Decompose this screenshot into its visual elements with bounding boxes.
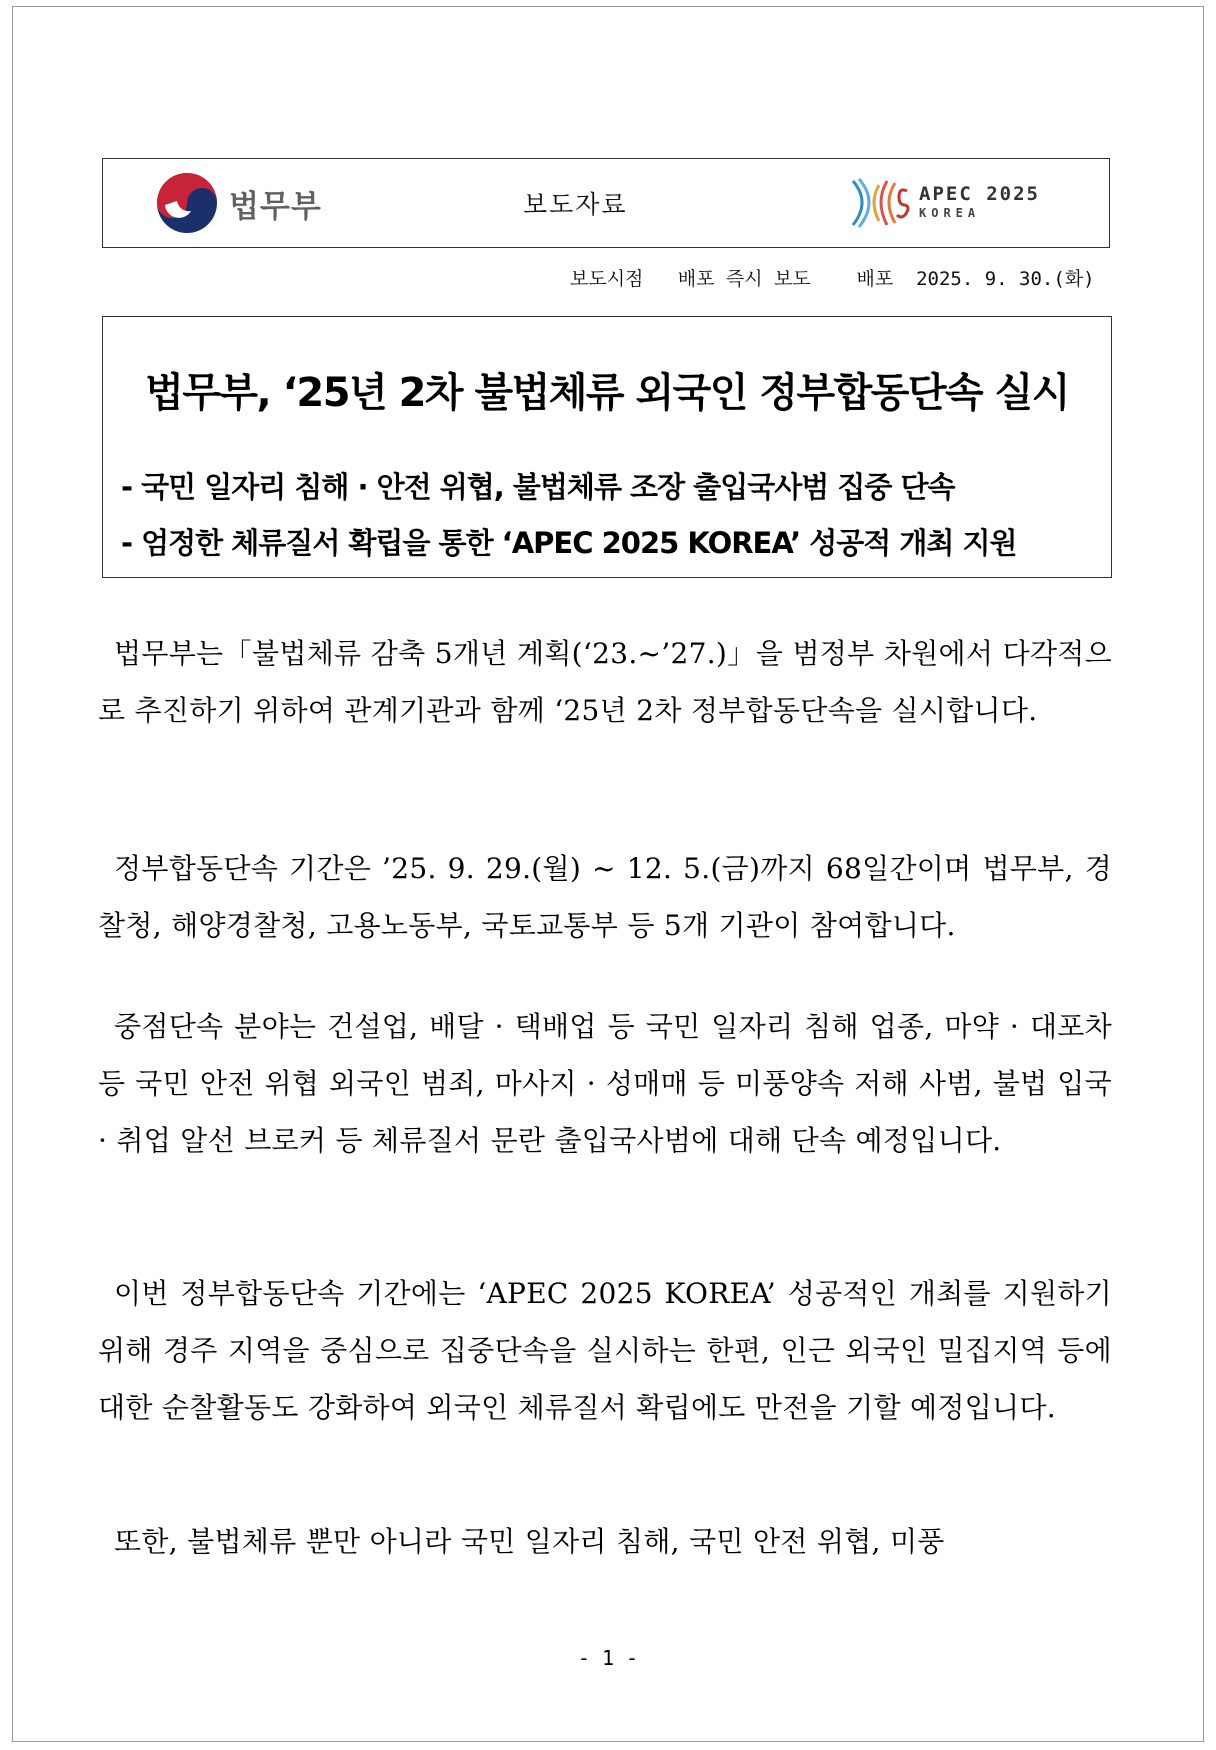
body-paragraph-4: 이번 정부합동단속 기간에는 ‘APEC 2025 KOREA’ 성공적인 개최를 지원하기 위해 경주 지역을 중심으로 집중단속을 실시하는 한편, 인근 외국인 밀집지역 등에 대한 순찰활동도 강화하여 외국인 체류질서 확립에도 만전을 기할 예정입니다.	[98, 1277, 1112, 1424]
body-paragraph-2: 정부합동단속 기간은 ’25. 9. 29.(월) ~ 12. 5.(금)까지 68일간이며 법무부, 경찰청, 해양경찰청, 고용노동부, 국토교통부 등 5개 기관이 참여합니다.	[98, 852, 1112, 942]
subtitle-1: - 국민 일자리 침해 · 안전 위협, 불법체류 조장 출입국사범 집중 단속	[121, 470, 955, 504]
press-header	[102, 158, 1110, 248]
taegeuk-emblem-icon	[155, 171, 219, 235]
press-release-label: 보도자료	[523, 190, 628, 219]
apec-logo-sub: KOREA	[919, 206, 981, 220]
ministry-name: 법무부	[229, 188, 322, 225]
release-info: 보도시점 배포 즉시 보도 배포 2025. 9. 30.(화)	[570, 268, 1095, 290]
body-paragraph-5: 또한, 불법체류 뿐만 아니라 국민 일자리 침해, 국민 안전 위협, 미풍	[114, 1525, 945, 1558]
title-box	[102, 316, 1112, 578]
headline: 법무부, ‘25년 2차 불법체류 외국인 정부합동단속 실시	[145, 370, 1069, 416]
subtitle-2: - 엄정한 체류질서 확립을 통한 ‘APEC 2025 KOREA’ 성공적 개최 지원	[121, 526, 1017, 560]
apec-emblem-icon	[849, 173, 913, 231]
page-number: - 1 -	[577, 1646, 639, 1670]
body-paragraph-1: 법무부는「불법체류 감축 5개년 계획(‘23.~’27.)」을 범정부 차원에서 다각적으로 추진하기 위하여 관계기관과 함께 ‘25년 2차 정부합동단속을 실시합니다.	[98, 637, 1112, 727]
ministry-logo	[155, 171, 322, 235]
apec-logo	[849, 173, 1040, 231]
apec-logo-main: APEC 2025	[919, 183, 1040, 205]
body-paragraph-3: 중점단속 분야는 건설업, 배달 · 택배업 등 국민 일자리 침해 업종, 마약 · 대포차 등 국민 안전 위협 외국인 범죄, 마사지 · 성매매 등 미풍양속 저해 사범, 불법 입국 · 취업 알선 브로커 등 체류질서 문란 출입국사범에 대해 단속 예정입니다.	[98, 1010, 1112, 1157]
